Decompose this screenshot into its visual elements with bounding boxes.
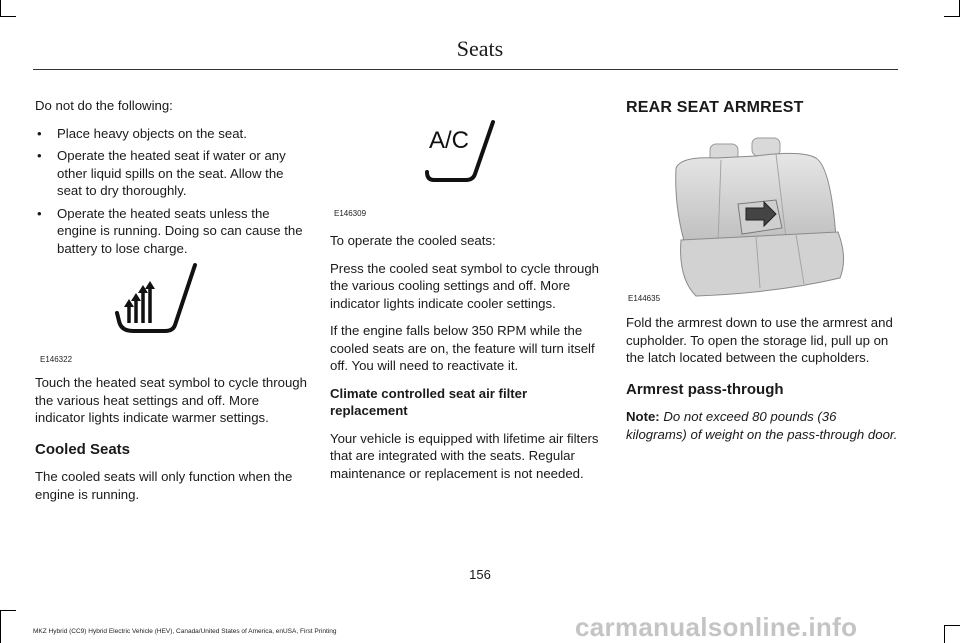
crop-mark — [944, 625, 960, 626]
watermark: carmanualsonline.info — [575, 612, 858, 642]
crop-mark — [0, 610, 1, 643]
left-column-lower — [35, 374, 307, 513]
crop-mark — [944, 16, 960, 17]
footer-text: MKZ Hybrid (CC9) Hybrid Electric Vehicle (HEV), Canada/United States of America, enUSA, First Printing — [33, 628, 337, 635]
header-divider — [33, 69, 898, 70]
section-heading-pass-through: Armrest pass-through — [626, 380, 784, 398]
right-column — [626, 314, 898, 453]
list-item: • Operate the heated seat if water or any other liquid spills on the seat. Allow the seat to dry thoroughly. — [35, 147, 307, 200]
armrest-figure — [626, 128, 898, 306]
figure-code: E144635 — [628, 294, 661, 303]
list-item: • Operate the heated seats unless the engine is running. Doing so can cause the battery to lose charge. — [35, 205, 307, 258]
note-text: Do not exceed 80 pounds (36 kilograms) of weight on the pass-through door. — [626, 409, 898, 442]
section-heading-rear-armrest: REAR SEAT ARMREST — [626, 99, 804, 116]
paragraph: To operate the cooled seats: — [330, 233, 496, 248]
rear-seat-illustration — [626, 128, 898, 306]
cooled-seat-figure — [330, 108, 600, 220]
crop-mark — [0, 0, 1, 16]
note — [626, 408, 898, 443]
paragraph: Fold the armrest down to use the armrest and cupholder. To open the storage lid, pull up on the latch located between the cupholders. — [626, 315, 893, 365]
crop-mark — [0, 16, 16, 17]
paragraph: Your vehicle is equipped with lifetime air filters that are integrated with the seats. Regular maintenance or replacement is not needed. — [330, 430, 599, 481]
crop-mark — [0, 610, 16, 611]
right-column-heading — [626, 99, 898, 127]
heated-seat-figure — [35, 255, 307, 365]
figure-code: E146322 — [40, 355, 73, 364]
crop-mark — [944, 625, 945, 643]
paragraph: The cooled seats will only function when the engine is running. — [35, 469, 293, 502]
figure-code: E146309 — [334, 209, 367, 218]
page-title: Seats — [456, 36, 504, 61]
paragraph: Press the cooled seat symbol to cycle through the various cooling settings and off. More indicator lights indicate cooler settings. — [330, 260, 600, 311]
intro-text: Do not do the following: — [35, 98, 173, 113]
paragraph: If the engine falls below 350 RPM while the cooled seats are on, the feature will turn itself off. You will need to reactivate it. — [330, 323, 595, 373]
note-label: Note: — [626, 409, 660, 424]
ac-label: A/C — [429, 127, 470, 154]
left-column — [35, 97, 307, 267]
heated-seat-icon — [35, 255, 307, 365]
page-number: 156 — [469, 567, 491, 582]
middle-column — [330, 232, 602, 492]
warning-list — [35, 125, 307, 258]
paragraph: Touch the heated seat symbol to cycle through the various heat settings and off. More indicator lights indicate warmer settings. — [35, 375, 307, 425]
list-item: • Place heavy objects on the seat. — [35, 125, 307, 143]
section-heading-filter: Climate controlled seat air filter replacement — [330, 385, 528, 418]
cooled-seat-icon — [330, 108, 600, 220]
section-heading-cooled-seats: Cooled Seats — [35, 440, 131, 458]
